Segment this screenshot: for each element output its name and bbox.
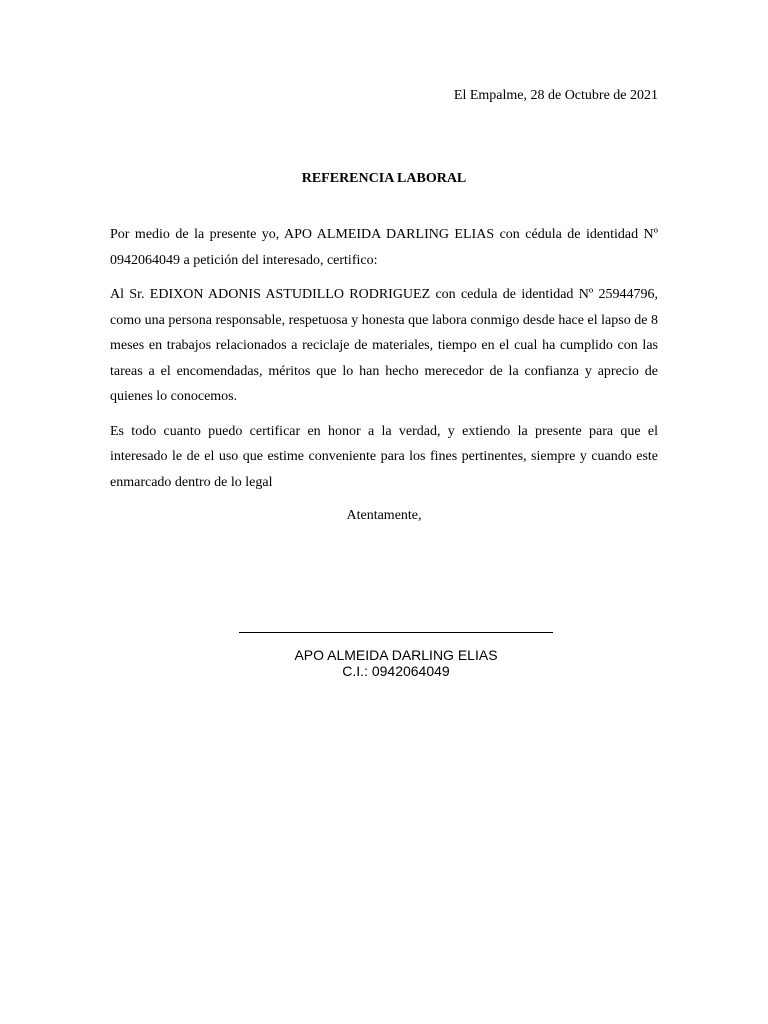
document-title: REFERENCIA LABORAL [301, 171, 467, 186]
closing-salutation: Atentamente, [346, 508, 422, 523]
signature-line [239, 632, 553, 633]
signatory-id: C.I.: 0942064049 [342, 663, 450, 679]
paragraph-certification: Al Sr. EDIXON ADONIS ASTUDILLO RODRIGUEZ con cedula de identidad Nº 25944796, como una persona responsable, respetuosa y honesta que labora conmigo desde hace el lapso de 8 meses en trabajos relacionados a reciclaje de materiales, tiempo en el cual ha cumplido con las tareas a el encomendadas, méritos que lo han hecho merecedor de la confianza y aprecio de quienes lo conocemos. [110, 287, 658, 404]
paragraph-conclusion: Es todo cuanto puedo certificar en honor a la verdad, y extiendo la presente para que el interesado le de el uso que estime conveniente para los fines pertinentes, siempre y cuando este enmarcado dentro de lo legal [110, 423, 658, 490]
place-date: El Empalme, 28 de Octubre de 2021 [453, 88, 658, 103]
letter-body [110, 222, 658, 504]
signature-block [239, 632, 553, 679]
paragraph-intro: Por medio de la presente yo, APO ALMEIDA DARLING ELIAS con cédula de identidad Nº 0942064049 a petición del interesado, certifico: [110, 227, 658, 268]
signatory-name: APO ALMEIDA DARLING ELIAS [294, 647, 498, 663]
